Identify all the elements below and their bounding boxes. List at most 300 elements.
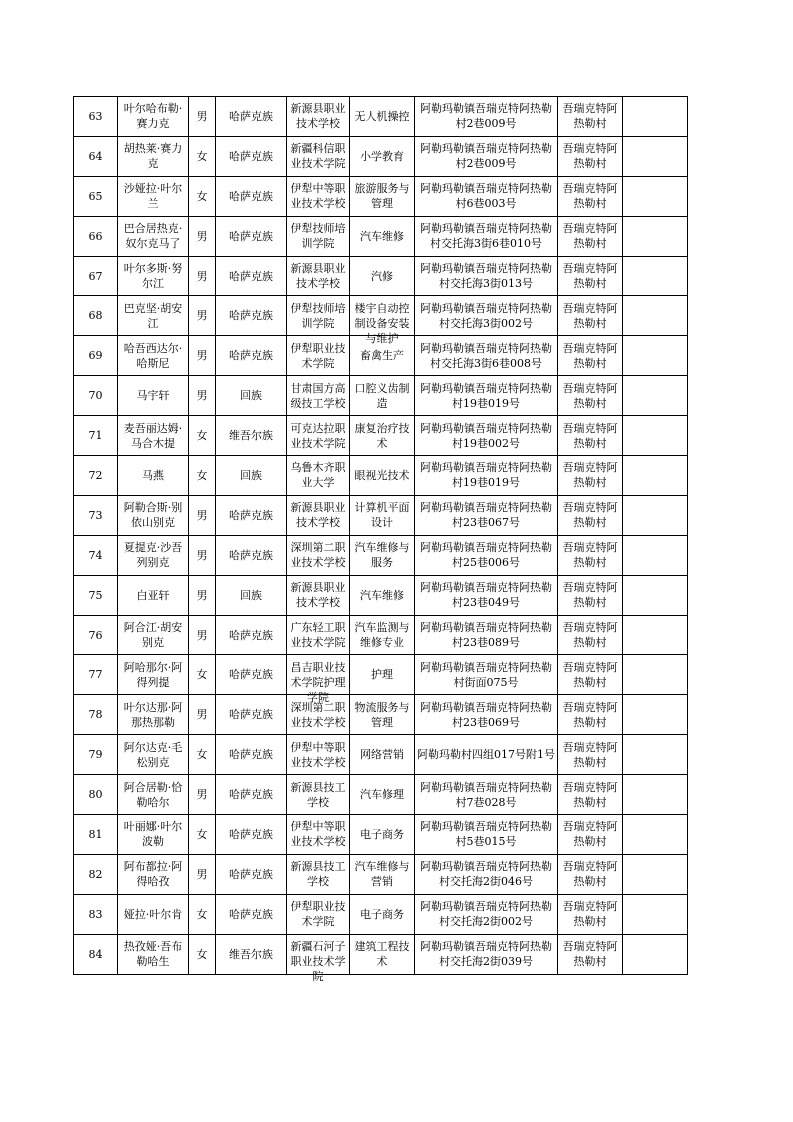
village-cell: [558, 97, 623, 137]
home-address: 阿勒玛勒村四组017号附1号: [417, 748, 555, 762]
ethnicity: 哈萨克族: [229, 628, 273, 642]
row-number: 70: [88, 389, 103, 403]
row-number-cell: [74, 735, 118, 775]
home-address-cell: [415, 854, 558, 894]
student-name: 马宇轩: [136, 389, 170, 403]
village-cell: [558, 416, 623, 456]
row-number: 75: [88, 588, 103, 602]
gender: 女: [196, 149, 208, 163]
row-number-cell: [74, 854, 118, 894]
student-name: 阿尔达克·毛松别克: [123, 740, 183, 769]
remarks-cell: [623, 655, 688, 695]
ethnicity: 维吾尔族: [229, 947, 273, 961]
student-name: 阿哈那尔·阿得列提: [123, 660, 183, 689]
major-cell: [350, 136, 415, 176]
major: 康复治疗技术: [354, 421, 410, 450]
row-number-cell: [74, 456, 118, 496]
table-row: [74, 615, 688, 655]
ethnicity: 回族: [240, 389, 262, 403]
ethnicity-cell: [216, 854, 287, 894]
village-cell: [558, 735, 623, 775]
remarks-cell: [623, 336, 688, 376]
village: 吾瑞克特阿热勒村: [562, 421, 618, 450]
village-cell: [558, 136, 623, 176]
village-cell: [558, 575, 623, 615]
student-name: 胡热莱·赛力克: [123, 142, 183, 171]
remarks-cell: [623, 894, 688, 934]
row-number-cell: [74, 296, 118, 336]
student-name: 阿布都拉·阿得哈孜: [123, 860, 183, 889]
village: 吾瑞克特阿热勒村: [562, 581, 618, 610]
row-number: 79: [88, 748, 103, 762]
table-row: [74, 97, 688, 137]
school-name-cell: [287, 894, 350, 934]
major-cell: [350, 495, 415, 535]
village: 吾瑞克特阿热勒村: [562, 501, 618, 530]
gender: 男: [196, 628, 208, 642]
school-name: 深圳第二职业技术学校: [290, 541, 346, 570]
student-name-cell: [118, 256, 189, 296]
village: 吾瑞克特阿热勒村: [562, 142, 618, 171]
school-name: 广东轻工职业技术学院: [290, 621, 346, 650]
school-name: 可克达拉职业技术学院: [290, 421, 346, 450]
row-number: 67: [88, 269, 103, 283]
row-number: 77: [88, 668, 103, 682]
home-address-cell: [415, 655, 558, 695]
student-name-cell: [118, 775, 189, 815]
major: 小学教育: [360, 149, 404, 163]
ethnicity-cell: [216, 296, 287, 336]
school-name-cell: [287, 336, 350, 376]
row-number-cell: [74, 575, 118, 615]
gender-cell: [189, 615, 216, 655]
village: 吾瑞克特阿热勒村: [562, 262, 618, 290]
home-address: 阿勒玛勒镇吾瑞克特阿热勒村23巷067号: [420, 501, 552, 530]
row-number: 78: [88, 708, 103, 722]
major: 电子商务: [360, 907, 404, 921]
student-name-cell: [118, 695, 189, 735]
ethnicity: 哈萨克族: [229, 907, 273, 921]
home-address: 阿勒玛勒镇吾瑞克特阿热勒村交托海2街002号: [420, 900, 552, 929]
row-number: 74: [88, 548, 103, 562]
remarks-cell: [623, 376, 688, 416]
gender: 男: [196, 389, 208, 403]
gender: 男: [196, 109, 208, 123]
gender: 男: [196, 788, 208, 802]
gender-cell: [189, 495, 216, 535]
ethnicity-cell: [216, 775, 287, 815]
major: 畜禽生产: [360, 349, 404, 363]
school-name-cell: [287, 456, 350, 496]
roster-body: [74, 97, 688, 984]
home-address: 阿勒玛勒镇吾瑞克特阿热勒村23巷049号: [420, 581, 552, 610]
student-name: 白亚轩: [136, 588, 170, 602]
school-name: 新源县职业技术学校: [290, 102, 346, 131]
village: 吾瑞克特阿热勒村: [562, 820, 618, 849]
table-row: [74, 655, 688, 695]
row-number: 72: [88, 468, 103, 482]
major: 汽车维修: [360, 588, 404, 602]
row-number: 84: [88, 947, 103, 961]
home-address-cell: [415, 216, 558, 256]
home-address: 阿勒玛勒镇吾瑞克特阿热勒村23巷069号: [420, 700, 552, 729]
major-cell: [350, 735, 415, 775]
student-name-cell: [118, 735, 189, 775]
student-name-cell: [118, 376, 189, 416]
home-address: 阿勒玛勒镇吾瑞克特阿热勒村交托海3街6巷010号: [420, 222, 552, 251]
gender: 女: [196, 429, 208, 443]
student-name-cell: [118, 894, 189, 934]
home-address-cell: [415, 176, 558, 216]
remarks-cell: [623, 695, 688, 735]
row-number: 68: [88, 309, 103, 323]
student-name: 阿勒合斯·别依山别克: [123, 501, 183, 530]
row-number-cell: [74, 695, 118, 735]
student-name-cell: [118, 97, 189, 137]
village: 吾瑞克特阿热勒村: [562, 541, 618, 570]
school-name-cell: [287, 775, 350, 815]
remarks-cell: [623, 256, 688, 296]
home-address-cell: [415, 376, 558, 416]
home-address: 阿勒玛勒镇吾瑞克特阿热勒村23巷089号: [420, 621, 552, 650]
village: 吾瑞克特阿热勒村: [562, 182, 618, 211]
table-row: [74, 495, 688, 535]
ethnicity-cell: [216, 815, 287, 855]
home-address: 阿勒玛勒镇吾瑞克特阿热勒村19巷002号: [420, 421, 552, 450]
row-number: 82: [88, 867, 103, 881]
ethnicity-cell: [216, 735, 287, 775]
village-cell: [558, 615, 623, 655]
ethnicity-cell: [216, 655, 287, 695]
village: 吾瑞克特阿热勒村: [562, 660, 618, 689]
student-name-cell: [118, 495, 189, 535]
student-name: 阿合江·胡安别克: [123, 621, 183, 650]
ethnicity: 哈萨克族: [229, 668, 273, 682]
school-name-cell: [287, 934, 350, 984]
ethnicity: 哈萨克族: [229, 508, 273, 522]
major: 汽车维修: [360, 229, 404, 243]
ethnicity: 回族: [240, 468, 262, 482]
village: 吾瑞克特阿热勒村: [562, 381, 618, 410]
home-address-cell: [415, 894, 558, 934]
table-row: [74, 256, 688, 296]
student-name-cell: [118, 854, 189, 894]
major: 无人机操控: [354, 109, 410, 123]
table-row: [74, 416, 688, 456]
major-cell: [350, 416, 415, 456]
major-cell: [350, 854, 415, 894]
remarks-cell: [623, 854, 688, 894]
gender-cell: [189, 456, 216, 496]
home-address-cell: [415, 575, 558, 615]
home-address-cell: [415, 535, 558, 575]
row-number-cell: [74, 495, 118, 535]
major-cell: [350, 615, 415, 655]
home-address-cell: [415, 934, 558, 974]
row-number-cell: [74, 934, 118, 974]
ethnicity-cell: [216, 495, 287, 535]
school-name-cell: [287, 176, 350, 216]
remarks-cell: [623, 535, 688, 575]
student-name-cell: [118, 456, 189, 496]
major-cell: [350, 894, 415, 934]
table-row: [74, 296, 688, 336]
school-name: 伊犁技师培训学院: [290, 222, 346, 251]
ethnicity-cell: [216, 416, 287, 456]
ethnicity: 哈萨克族: [229, 708, 273, 722]
remarks-cell: [623, 97, 688, 137]
row-number-cell: [74, 894, 118, 934]
remarks-cell: [623, 934, 688, 974]
row-number: 65: [88, 189, 103, 203]
student-name-cell: [118, 934, 189, 974]
major: 旅游服务与管理: [354, 182, 410, 211]
row-number-cell: [74, 535, 118, 575]
gender-cell: [189, 695, 216, 735]
student-name-cell: [118, 575, 189, 615]
gender: 女: [196, 907, 208, 921]
school-name: 昌吉职业技术学院护理学院: [290, 660, 346, 704]
student-name-cell: [118, 176, 189, 216]
major: 网络营销: [360, 748, 404, 762]
row-number-cell: [74, 176, 118, 216]
gender: 女: [196, 468, 208, 482]
gender: 女: [196, 668, 208, 682]
major-cell: [350, 775, 415, 815]
home-address: 阿勒玛勒镇吾瑞克特阿热勒村交托海3街6巷008号: [420, 341, 552, 370]
student-name: 夏提克·沙吾列别克: [123, 541, 183, 570]
ethnicity: 哈萨克族: [229, 149, 273, 163]
village: 吾瑞克特阿热勒村: [562, 940, 618, 969]
ethnicity: 哈萨克族: [229, 827, 273, 841]
village-cell: [558, 934, 623, 974]
table-row: [74, 815, 688, 855]
table-row: [74, 535, 688, 575]
major: 建筑工程技术: [354, 940, 410, 969]
ethnicity: 哈萨克族: [229, 269, 273, 283]
gender: 女: [196, 748, 208, 762]
student-name: 沙娅拉·叶尔兰: [123, 182, 183, 211]
home-address-cell: [415, 336, 558, 376]
gender: 女: [196, 947, 208, 961]
row-number: 80: [88, 788, 103, 802]
village-cell: [558, 695, 623, 735]
row-number: 66: [88, 229, 103, 243]
student-name: 热孜娅·吾布勒哈生: [123, 940, 183, 969]
remarks-cell: [623, 296, 688, 336]
gender: 男: [196, 269, 208, 283]
gender: 男: [196, 708, 208, 722]
gender-cell: [189, 854, 216, 894]
ethnicity-cell: [216, 615, 287, 655]
row-number-cell: [74, 336, 118, 376]
ethnicity: 哈萨克族: [229, 548, 273, 562]
major-cell: [350, 456, 415, 496]
gender-cell: [189, 256, 216, 296]
ethnicity: 哈萨克族: [229, 788, 273, 802]
gender-cell: [189, 97, 216, 137]
table-row: [74, 934, 688, 974]
ethnicity-cell: [216, 136, 287, 176]
gender-cell: [189, 735, 216, 775]
village-cell: [558, 216, 623, 256]
major-cell: [350, 535, 415, 575]
gender-cell: [189, 815, 216, 855]
row-number: 69: [88, 349, 103, 363]
village: 吾瑞克特阿热勒村: [562, 461, 618, 490]
ethnicity-cell: [216, 535, 287, 575]
village: 吾瑞克特阿热勒村: [562, 780, 618, 809]
village: 吾瑞克特阿热勒村: [562, 740, 618, 769]
student-name-cell: [118, 216, 189, 256]
village-cell: [558, 655, 623, 695]
village: 吾瑞克特阿热勒村: [562, 222, 618, 251]
village-cell: [558, 894, 623, 934]
remarks-cell: [623, 456, 688, 496]
school-name: 新疆科信职业技术学院: [290, 142, 346, 171]
row-number: 81: [88, 827, 103, 841]
home-address: 阿勒玛勒镇吾瑞克特阿热勒村2巷009号: [420, 102, 552, 131]
major: 眼视光技术: [354, 468, 410, 482]
village: 吾瑞克特阿热勒村: [562, 860, 618, 889]
ethnicity: 回族: [240, 588, 262, 602]
table-row: [74, 456, 688, 496]
school-name: 新源县技工学校: [290, 780, 346, 809]
student-name-cell: [118, 815, 189, 855]
school-name-cell: [287, 615, 350, 655]
remarks-cell: [623, 136, 688, 176]
village-cell: [558, 256, 623, 296]
major-cell: [350, 296, 415, 345]
home-address: 阿勒玛勒镇吾瑞克特阿热勒村交托海2街046号: [420, 860, 552, 889]
gender-cell: [189, 416, 216, 456]
row-number: 63: [88, 109, 103, 123]
home-address-cell: [415, 296, 558, 336]
table-row: [74, 775, 688, 815]
remarks-cell: [623, 495, 688, 535]
student-name: 叶尔哈布勒·赛力克: [123, 102, 183, 131]
ethnicity: 哈萨克族: [229, 309, 273, 323]
major-cell: [350, 176, 415, 216]
gender-cell: [189, 216, 216, 256]
ethnicity-cell: [216, 695, 287, 735]
village-cell: [558, 336, 623, 376]
ethnicity-cell: [216, 97, 287, 137]
village-cell: [558, 854, 623, 894]
school-name: 甘肃国方高级技工学校: [290, 381, 346, 410]
gender-cell: [189, 934, 216, 974]
school-name-cell: [287, 535, 350, 575]
school-name: 新源县职业技术学校: [290, 262, 346, 290]
school-name: 乌鲁木齐职业大学: [290, 461, 346, 490]
gender: 女: [196, 827, 208, 841]
student-name-cell: [118, 535, 189, 575]
ethnicity: 哈萨克族: [229, 229, 273, 243]
table-row: [74, 216, 688, 256]
student-name-cell: [118, 655, 189, 695]
gender-cell: [189, 775, 216, 815]
major-cell: [350, 695, 415, 735]
home-address-cell: [415, 735, 558, 775]
home-address-cell: [415, 416, 558, 456]
remarks-cell: [623, 775, 688, 815]
school-name: 伊犁职业技术学院: [290, 341, 346, 370]
row-number: 71: [88, 429, 103, 443]
gender-cell: [189, 376, 216, 416]
gender: 男: [196, 309, 208, 323]
student-name-cell: [118, 336, 189, 376]
school-name-cell: [287, 735, 350, 775]
ethnicity-cell: [216, 934, 287, 974]
home-address-cell: [415, 615, 558, 655]
home-address-cell: [415, 775, 558, 815]
table-row: [74, 695, 688, 735]
table-row: [74, 376, 688, 416]
remarks-cell: [623, 575, 688, 615]
school-name-cell: [287, 416, 350, 456]
school-name: 新源县职业技术学校: [290, 581, 346, 610]
major: 口腔义齿制造: [354, 381, 410, 410]
row-number-cell: [74, 815, 118, 855]
school-name-cell: [287, 136, 350, 176]
major-cell: [350, 655, 415, 695]
home-address-cell: [415, 695, 558, 735]
school-name-cell: [287, 655, 350, 704]
table-row: [74, 854, 688, 894]
village: 吾瑞克特阿热勒村: [562, 301, 618, 330]
row-number-cell: [74, 655, 118, 695]
student-name: 叶尔达那·阿那热那勒: [123, 700, 183, 729]
home-address: 阿勒玛勒镇吾瑞克特阿热勒村街面075号: [420, 660, 552, 689]
school-name: 深圳第二职业技术学校: [290, 700, 346, 729]
table-row: [74, 894, 688, 934]
village: 吾瑞克特阿热勒村: [562, 700, 618, 729]
school-name: 新疆石河子职业技术学院: [290, 940, 346, 984]
home-address-cell: [415, 815, 558, 855]
school-name-cell: [287, 854, 350, 894]
school-name: 新源县职业技术学校: [290, 501, 346, 530]
table-row: [74, 575, 688, 615]
village-cell: [558, 296, 623, 336]
school-name: 伊犁技师培训学院: [290, 301, 346, 330]
remarks-cell: [623, 216, 688, 256]
ethnicity: 哈萨克族: [229, 349, 273, 363]
student-name-cell: [118, 296, 189, 336]
major-cell: [350, 815, 415, 855]
school-name: 伊犁中等职业技术学校: [290, 182, 346, 211]
gender: 男: [196, 508, 208, 522]
major: 汽车维修与营销: [354, 860, 410, 889]
gender-cell: [189, 336, 216, 376]
major: 汽车维修与服务: [354, 541, 410, 570]
gender: 男: [196, 349, 208, 363]
village-cell: [558, 775, 623, 815]
major: 护理: [371, 668, 393, 682]
ethnicity-cell: [216, 176, 287, 216]
student-name: 娅拉·叶尔肯: [123, 907, 183, 921]
student-name: 叶丽娜·叶尔波勒: [123, 820, 183, 849]
gender: 男: [196, 548, 208, 562]
table-row: [74, 735, 688, 775]
major: 电子商务: [360, 827, 404, 841]
gender: 男: [196, 229, 208, 243]
row-number-cell: [74, 136, 118, 176]
school-name-cell: [287, 495, 350, 535]
gender-cell: [189, 296, 216, 336]
school-name-cell: [287, 575, 350, 615]
ethnicity: 哈萨克族: [229, 189, 273, 203]
ethnicity-cell: [216, 256, 287, 296]
